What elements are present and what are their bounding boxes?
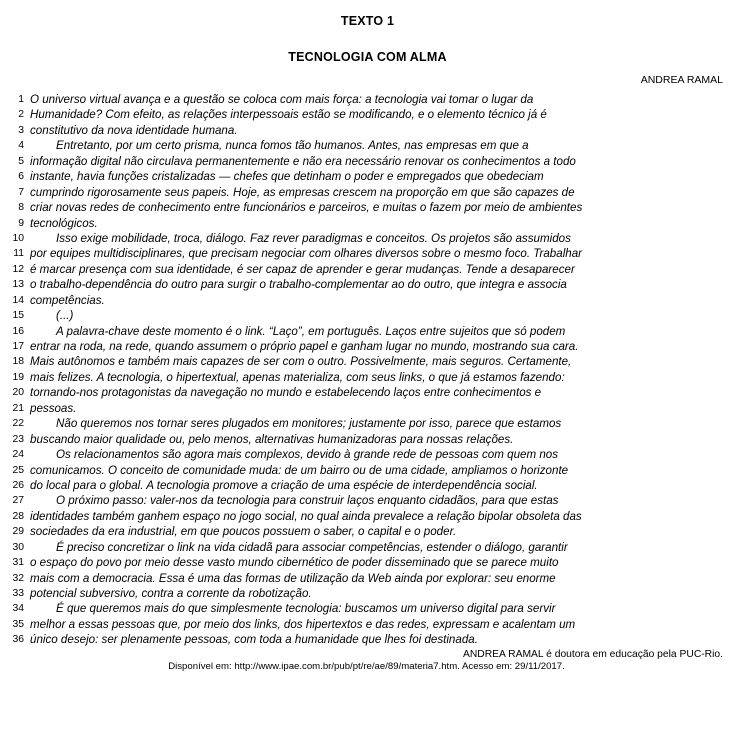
line-text: tornando-nos protagonistas da navegação no mundo e estabelecendo laços entre conhecimentos e	[30, 386, 542, 400]
line-number: 18	[12, 356, 24, 368]
line-number: 29	[12, 526, 24, 538]
line-text: Não queremos nos tornar seres plugados em monitores; justamente por isso, parece que estamos	[56, 417, 562, 431]
text-line	[12, 601, 721, 616]
text-line	[12, 432, 721, 447]
line-text: informação digital não circulava permanentemente e não era necessário renovar os conhecimentos a todo	[30, 154, 576, 168]
line-number: 23	[12, 433, 24, 445]
line-number: 6	[18, 171, 24, 183]
text-line	[12, 524, 721, 539]
text-line	[12, 586, 721, 601]
line-number: 4	[18, 140, 24, 152]
line-number: 27	[12, 495, 24, 507]
text-line	[12, 277, 721, 292]
text-line	[18, 154, 721, 169]
line-number: 7	[18, 186, 24, 198]
text-line	[12, 262, 721, 277]
text-line	[12, 571, 721, 586]
text-line	[12, 339, 721, 354]
line-text: o trabalho-dependência do outro para surgir o trabalho-complementar ao do outro, que integra e associa	[30, 278, 567, 292]
text-line	[18, 92, 721, 107]
line-number: 13	[12, 279, 24, 291]
credit-source: Disponível em: http://www.ipae.com.br/pub/pt/re/ae/89/materia7.htm. Acesso em: 29/11/2017.	[168, 661, 565, 673]
line-number: 11	[13, 248, 24, 260]
line-text: (...)	[56, 309, 74, 323]
line-number: 33	[12, 588, 24, 599]
line-number: 16	[12, 325, 24, 337]
line-text: potencial subversivo, contra a corrente da robotização.	[30, 587, 312, 600]
text-line	[18, 123, 721, 138]
text-line	[12, 324, 721, 339]
text-line	[12, 463, 721, 478]
text-line	[12, 231, 721, 246]
text-line	[12, 509, 721, 524]
line-number: 31	[12, 557, 24, 569]
credits-block	[10, 649, 725, 674]
author-byline: ANDREA RAMAL	[640, 74, 723, 86]
line-number: 10	[12, 232, 24, 244]
text-line	[12, 555, 721, 570]
line-text: é marcar presença com sua identidade, é ser capaz de aprender e gerar mudanças. Tende a desaparecer	[30, 262, 575, 276]
line-number: 2	[18, 109, 24, 121]
line-text: tecnológicos.	[30, 216, 98, 230]
line-text: pessoas.	[30, 401, 77, 415]
line-number: 34	[12, 603, 24, 615]
page-title: TEXTO 1	[340, 14, 395, 28]
line-number: 24	[12, 449, 24, 461]
line-text: O próximo passo: valer-nos da tecnologia para construir laços enquanto cidadãos, para que estas	[56, 494, 559, 508]
line-text: entrar na roda, na rede, quando assumem o próprio papel e ganham lugar no mundo, mostrando sua cara.	[30, 340, 579, 353]
line-text: Entretanto, por um certo prisma, nunca fomos tão humanos. Antes, nas empresas em que a	[56, 139, 529, 153]
line-number: 22	[12, 418, 24, 430]
credit-author: ANDREA RAMAL é doutora em educação pela PUC-Rio.	[462, 648, 723, 660]
line-text: Isso exige mobilidade, troca, diálogo. Faz rever paradigmas e conceitos. Os projetos são assumidos	[56, 231, 571, 245]
line-text: Mais autônomos e também mais capazes de ser com o outro. Possivelmente, mais seguros. Certamente,	[30, 355, 572, 369]
text-line	[18, 185, 721, 200]
line-text: sociedades da era industrial, em que poucos possuem o saber, o capital e o poder.	[30, 525, 457, 539]
text-line	[12, 632, 721, 647]
line-text: A palavra-chave deste momento é o link. “Laço”, em português. Laços entre sujeitos que só podem	[56, 324, 566, 338]
text-line	[12, 385, 721, 400]
text-line	[12, 478, 721, 493]
line-number: 25	[12, 464, 24, 476]
line-number: 1	[18, 94, 24, 105]
line-number: 36	[12, 634, 24, 646]
line-number: 30	[12, 541, 24, 553]
line-text: comunicamos. O conceito de comunidade muda: de um bairro ou de uma cidade, ampliamos o horizonte	[30, 463, 569, 477]
line-number: 15	[12, 310, 24, 322]
text-line	[12, 370, 721, 385]
text-line	[18, 216, 721, 231]
line-number: 26	[12, 479, 24, 491]
text-line	[12, 617, 721, 632]
line-number: 9	[18, 217, 24, 229]
line-text: melhor a essas pessoas que, por meio dos links, dos hipertextos e das redes, expressam e acalentam um	[30, 617, 576, 631]
text-line	[13, 246, 721, 261]
line-text: mais felizes. A tecnologia, o hipertextual, apenas materializa, com seus links, o que já estamos fazendo:	[30, 370, 565, 384]
text-line	[18, 169, 721, 184]
line-number: 14	[12, 294, 24, 306]
line-text: por equipes multidisciplinares, que precisam negociar com olhares diversos sobre o mesmo foco. Trabalhar	[30, 247, 583, 261]
line-text: do local para o global. A tecnologia promove a criação de uma espécie de interdependência social.	[30, 478, 538, 492]
text-line	[12, 308, 721, 323]
line-number: 5	[18, 155, 24, 167]
line-text: criar novas redes de conhecimento entre funcionários e parceiros, e muitas o fazem por meio de ambientes	[30, 201, 583, 215]
text-line	[12, 416, 721, 431]
line-text: instante, havia funções cristalizadas — chefes que detinham o poder e empregados que obedeciam	[30, 170, 544, 184]
line-number: 28	[12, 510, 24, 522]
text-line	[18, 138, 721, 153]
text-line	[12, 354, 721, 369]
line-text: único desejo: ser plenamente pessoas, com toda a humanidade que lhes foi destinada.	[30, 633, 478, 647]
line-number: 17	[12, 341, 24, 352]
text-line	[18, 200, 721, 215]
line-text: competências.	[30, 293, 105, 307]
line-number: 3	[18, 124, 24, 136]
text-body	[10, 92, 725, 648]
line-text: cumprindo rigorosamente seus papeis. Hoje, as empresas crescem na proporção em que são capazes de	[30, 185, 575, 199]
line-text: mais com a democracia. Essa é uma das formas de utilização da Web ainda por explorar: seu enorme	[30, 571, 556, 585]
line-text: É preciso concretizar o link na vida cidadã para associar competências, estender o diálogo, garantir	[56, 540, 568, 554]
line-number: 8	[18, 202, 24, 214]
text-line	[12, 447, 721, 462]
line-text: O universo virtual avança e a questão se coloca com mais força: a tecnologia vai tomar o lugar da	[30, 93, 534, 106]
text-line	[18, 107, 721, 122]
text-line	[12, 401, 721, 416]
line-number: 21	[12, 402, 24, 414]
line-number: 20	[12, 387, 24, 399]
text-line	[12, 293, 721, 308]
line-number: 32	[12, 572, 24, 584]
text-line	[12, 540, 721, 555]
line-number: 19	[12, 371, 24, 383]
line-text: identidades também ganhem espaço no jogo social, no qual ainda prevalece a relação bipolar obsoleta das	[30, 509, 582, 523]
line-number: 35	[12, 618, 24, 630]
text-line	[12, 493, 721, 508]
line-text: É que queremos mais do que simplesmente tecnologia: buscamos um universo digital para servir	[56, 602, 556, 616]
title-block	[10, 14, 725, 64]
text-subtitle: TECNOLOGIA COM ALMA	[288, 50, 447, 64]
line-text: constitutivo da nova identidade humana.	[30, 123, 238, 137]
line-number: 12	[12, 263, 24, 275]
line-text: Humanidade? Com efeito, as relações interpessoais estão se modificando, e o elemento técnico já é	[30, 108, 547, 122]
line-text: o espaço do povo por meio desse vasto mundo cibernético de poder disseminado que se parece muito	[30, 556, 559, 570]
line-text: Os relacionamentos são agora mais complexos, devido à grande rede de pessoas com quem nos	[56, 448, 559, 462]
line-text: buscando maior qualidade ou, pelo menos, alternativas humanizadoras para nossas relações.	[30, 432, 514, 446]
